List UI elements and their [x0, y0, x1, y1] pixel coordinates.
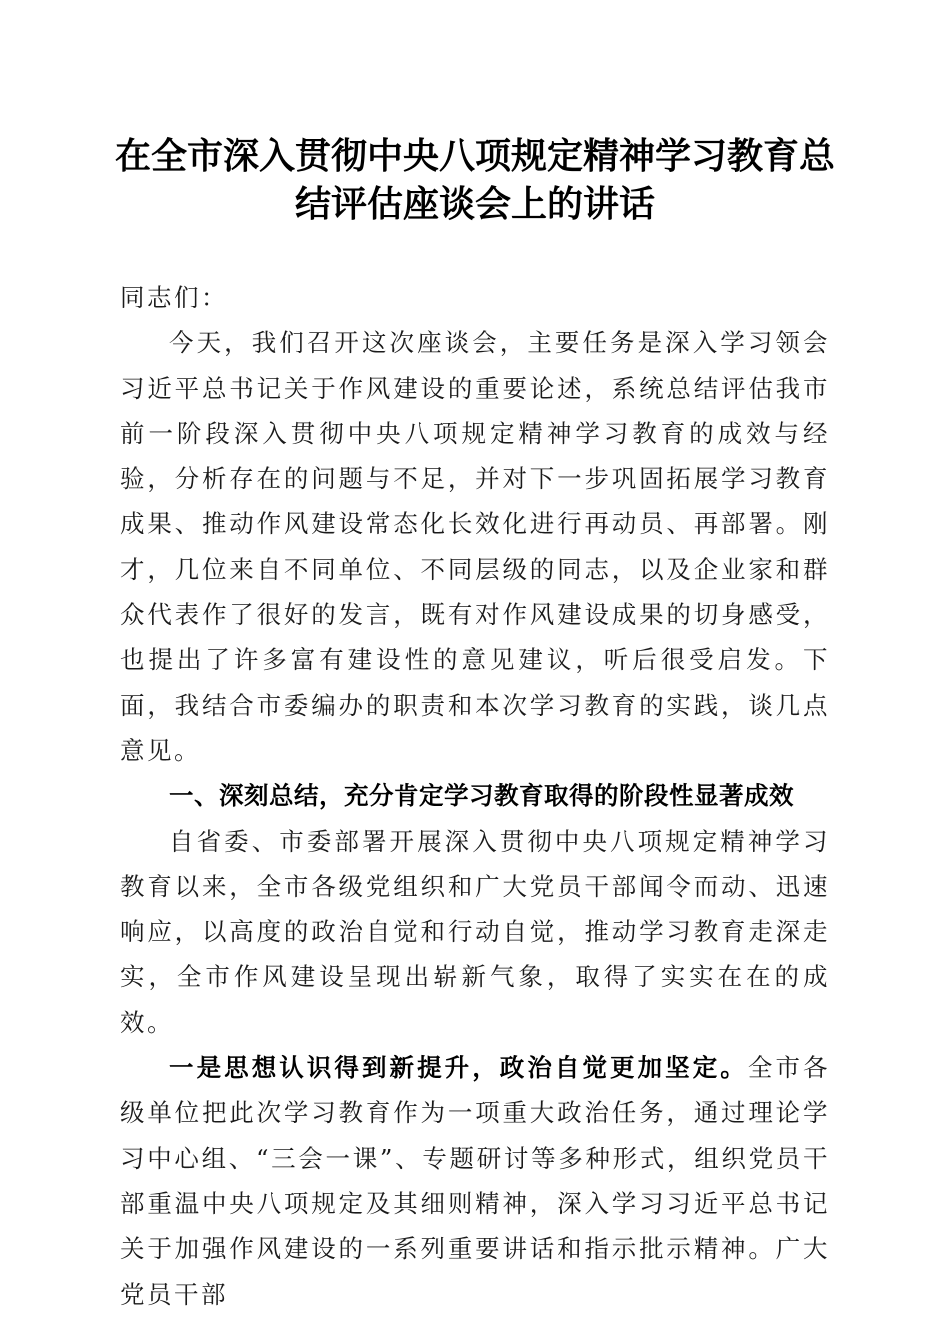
intro-paragraph: 今天，我们召开这次座谈会，主要任务是深入学习领会习近平总书记关于作风建设的重要论述，系统总结评估我市前一阶段深入贯彻中央八项规定精神学习教育的成效与经验，分析存在的问题与不足，并对下一步巩固拓展学习教育成果、推动作风建设常态化长效化进行再动员、再部署。刚才，几位来自不同单位、不同层级的同志，以及企业家和群众代表作了很好的发言，既有对作风建设成果的切身感受，也提出了许多富有建设性的意见建议，听后很受启发。下面，我结合市委编办的职责和本次学习教育的实践，谈几点意见。: [120, 328, 830, 765]
section-1-paragraph: 自省委、市委部署开展深入贯彻中央八项规定精神学习教育以来，全市各级党组织和广大党员干部闻令而动、迅速响应，以高度的政治自觉和行动自觉，推动学习教育走深走实，全市作风建设呈现出崭新气象，取得了实实在在的成效。: [120, 826, 830, 1037]
title-line-2: 结评估座谈会上的讲话: [294, 183, 655, 225]
section-1-heading: 一、深刻总结，充分肯定学习教育取得的阶段性显著成效: [169, 781, 794, 811]
point-1-lead: 一是思想认识得到新提升，政治自觉更加坚定。: [169, 1053, 748, 1083]
title-line-1: 在全市深入贯彻中央八项规定精神学习教育总: [114, 135, 835, 177]
document-title: [100, 132, 850, 228]
point-1-text: 全市各级单位把此次学习教育作为一项重大政治任务，通过理论学习中心组、“三会一课”、专题研讨等多种形式，组织党员干部重温中央八项规定及其细则精神，深入学习习近平总书记关于加强作风建设的一系列重要讲话和指示批示精神。广大党员干部: [120, 1053, 831, 1309]
document-body: [120, 275, 830, 1317]
point-1-paragraph: [120, 1045, 830, 1317]
salutation: 同志们：: [120, 283, 228, 312]
